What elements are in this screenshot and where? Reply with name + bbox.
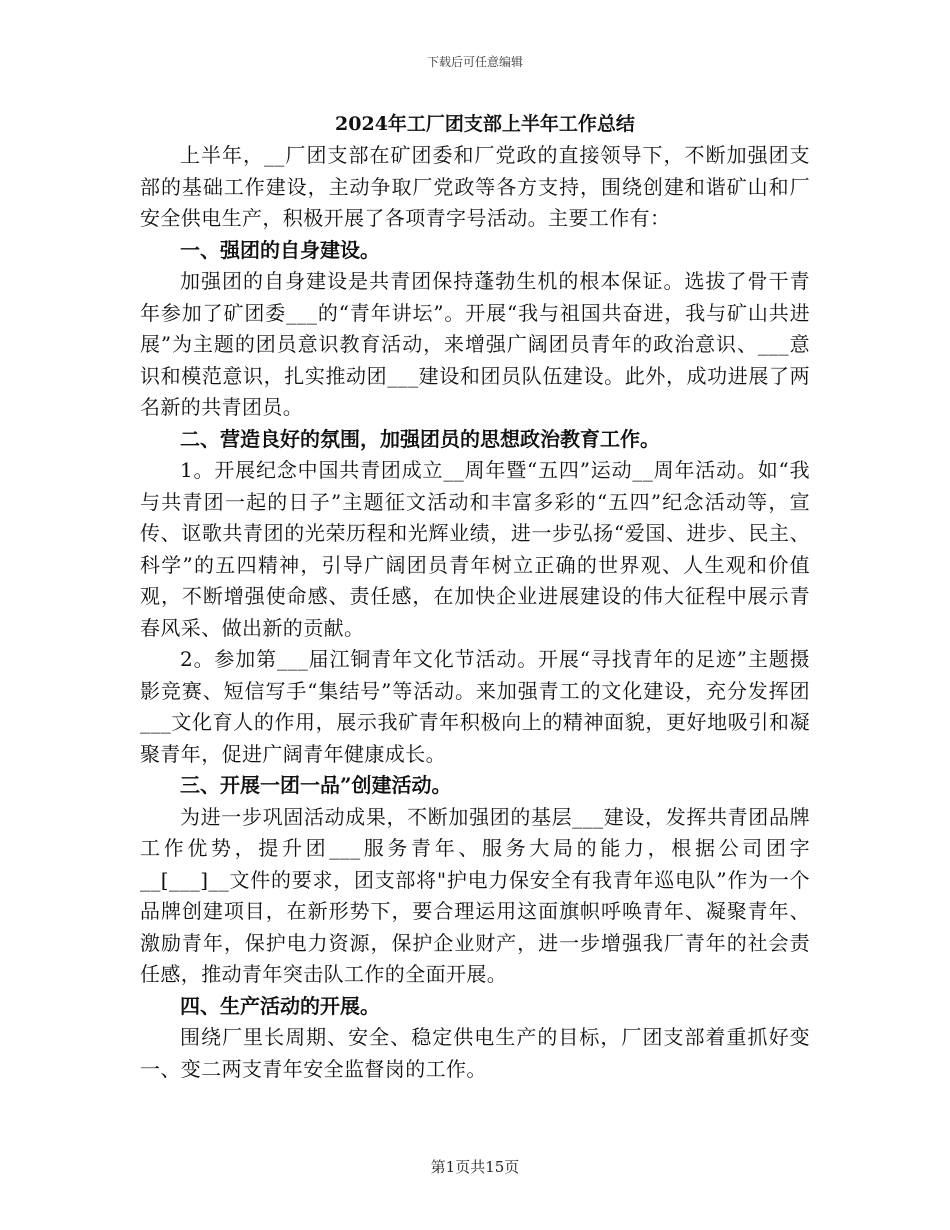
section-heading-3: 三、开展一团一品”创建活动。 xyxy=(180,773,452,797)
document-body xyxy=(140,108,810,1085)
section-1-paragraph: 加强团的自身建设是共青团保持蓬勃生机的根本保证。选拔了骨干青年参加了矿团委___的“青年讲坛”。开展“我与祖国共奋进，我与矿山共进展”为主题的团员意识教育活动，来增强广阔团员青年的政治意识、___意识和模范意识，扎实推动团___建设和团员队伍建设。此外，成功进展了两名新的共青团员。 xyxy=(140,269,810,419)
section-3-paragraph: 为进一步巩固活动成果，不断加强团的基层___建设，发挥共青团品牌工作优势，提升团___服务青年、服务大局的能力，根据公司团字__[___]__文件的要求，团支部将"护电力保安全有我青年巡电队”作为一个品牌创建项目，在新形势下，要合理运用这面旗帜呼唤青年、凝聚青年、激励青年，保护电力资源，保护企业财产，进一步增强我厂青年的社会责任感，推动青年突击队工作的全面开展。 xyxy=(140,804,810,986)
section-heading-2: 二、营造良好的氛围，加强团员的思想政治教育工作。 xyxy=(180,426,660,451)
section-heading-4: 四、生产活动的开展。 xyxy=(180,993,380,1018)
section-2-item-1: 1。开展纪念中国共青团成立__周年暨“五四”运动__周年活动。如“我与共青团一起的日子”主题征文活动和丰富多彩的“五四”纪念活动等，宣传、讴歌共青团的光荣历程和光辉业绩，进一步弘扬“爱国、进步、民主、科学”的五四精神，引导广阔团员青年树立正确的世界观、人生观和价值观，不断增强使命感、责任感，在加快企业进展建设的伟大征程中展示青春风采、做出新的贡献。 xyxy=(140,458,810,640)
document-title: 2024年工厂团支部上半年工作总结 xyxy=(335,113,635,135)
page-number: 第1页共15页 xyxy=(430,1158,520,1176)
section-heading-1: 一、强团的自身建设。 xyxy=(180,237,380,262)
section-4-paragraph: 围绕厂里长周期、安全、稳定供电生产的目标，厂团支部着重抓好变一、变二两支青年安全监督岗的工作。 xyxy=(140,1025,810,1081)
section-2-item-2: 2。参加第___届江铜青年文化节活动。开展“寻找青年的足迹”主题摄影竞赛、短信写手“集结号”等活动。来加强青工的文化建设，充分发挥团___文化育人的作用，展示我矿青年积极向上的精神面貌，更好地吸引和凝聚青年，促进广阔青年健康成长。 xyxy=(140,647,810,766)
download-note: 下载后可任意编辑 xyxy=(426,55,523,69)
intro-paragraph: 上半年，__厂团支部在矿团委和厂党政的直接领导下，不断加强团支部的基础工作建设，主动争取厂党政等各方支持，围绕创建和谐矿山和厂安全供电生产，积极开展了各项青字号活动。主要工作有： xyxy=(140,143,810,230)
